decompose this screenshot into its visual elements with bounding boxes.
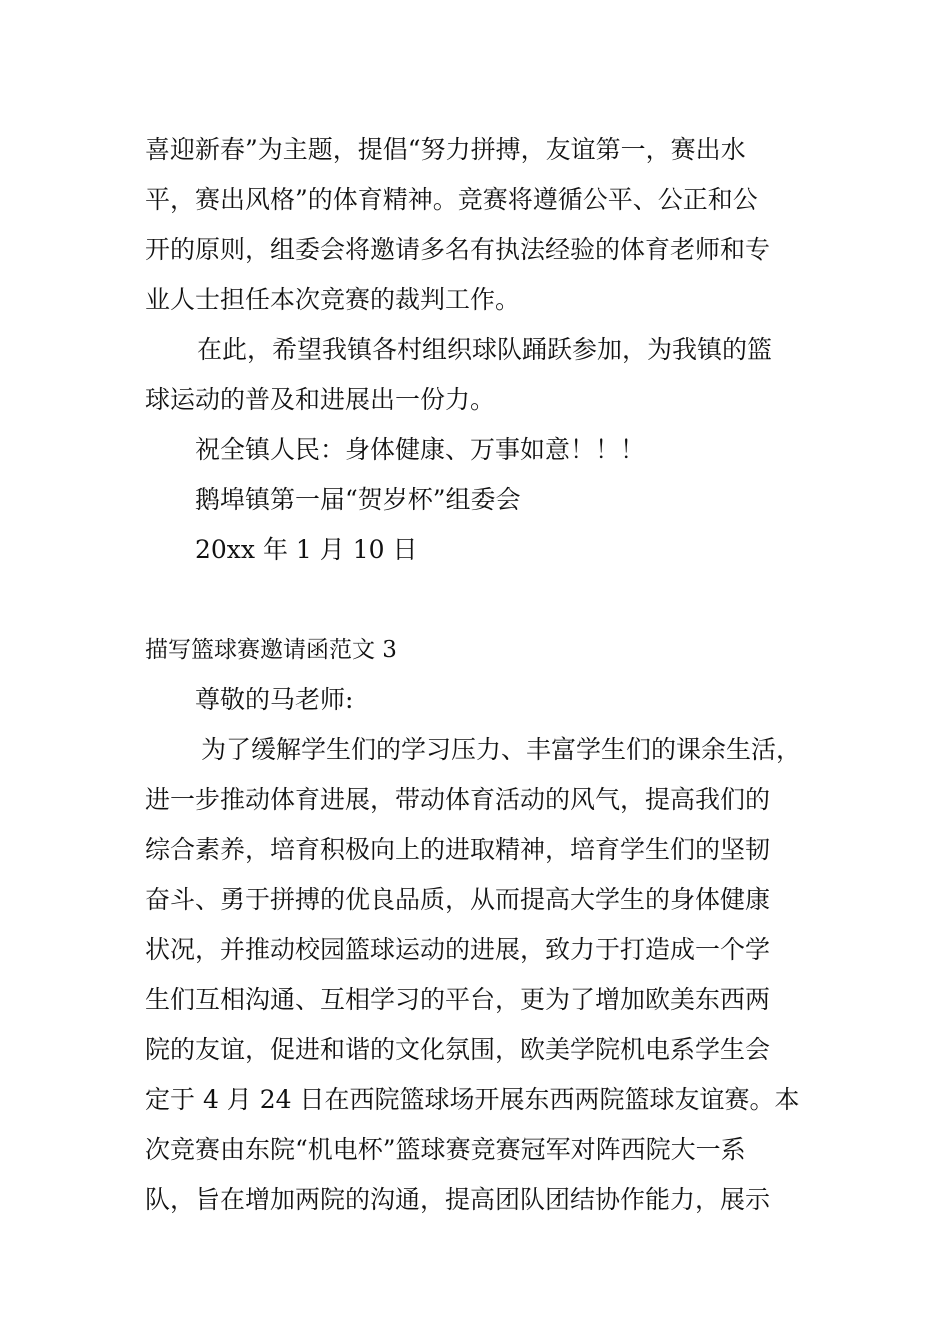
closing-date: 20xx 年 1 月 10 日: [195, 535, 418, 564]
closing-wish: 祝全镇人民：身体健康、万事如意！！！: [195, 435, 646, 464]
closing-signature: 鹅埠镇第一届“贺岁杯”组委会: [195, 485, 521, 514]
body-line: 在此，希望我镇各村组织球队踊跃参加，为我镇的篮: [197, 335, 773, 364]
body-line: 次竞赛由东院“机电杯”篮球赛竞赛冠军对阵西院大一系: [145, 1135, 746, 1164]
body-line: 院的友谊，促进和谐的文化氛围，欧美学院机电系学生会: [145, 1035, 771, 1064]
body-line: 定于 4 月 24 日在西院篮球场开展东西两院篮球友谊赛。本: [145, 1085, 800, 1114]
body-line: 综合素养，培育积极向上的进取精神，培育学生们的坚韧: [145, 835, 771, 864]
body-line: 队，旨在增加两院的沟通，提高团队团结协作能力，展示: [145, 1185, 771, 1214]
body-line: 业人士担任本次竞赛的裁判工作。: [145, 285, 521, 314]
body-line: 喜迎新春”为主题，提倡“努力拼搏，友谊第一，赛出水: [145, 135, 746, 164]
body-line: 为了缓解学生们的学习压力、丰富学生们的课余生活，: [201, 735, 802, 764]
body-line: 平，赛出风格”的体育精神。竞赛将遵循公平、公正和公: [145, 185, 758, 214]
body-line: 生们互相沟通、互相学习的平台，更为了增加欧美东西两: [145, 985, 771, 1014]
salutation: 尊敬的马老师:: [195, 685, 354, 714]
body-line: 状况，并推动校园篮球运动的进展，致力于打造成一个学: [145, 935, 771, 964]
section-title: 描写篮球赛邀请函范文 3: [145, 637, 397, 663]
body-line: 开的原则，组委会将邀请多名有执法经验的体育老师和专: [145, 235, 771, 264]
body-line: 球运动的普及和进展出一份力。: [145, 385, 496, 414]
body-line: 进一步推动体育进展，带动体育活动的风气，提高我们的: [145, 785, 771, 814]
body-line: 奋斗、勇于拼搏的优良品质，从而提高大学生的身体健康: [145, 885, 771, 914]
